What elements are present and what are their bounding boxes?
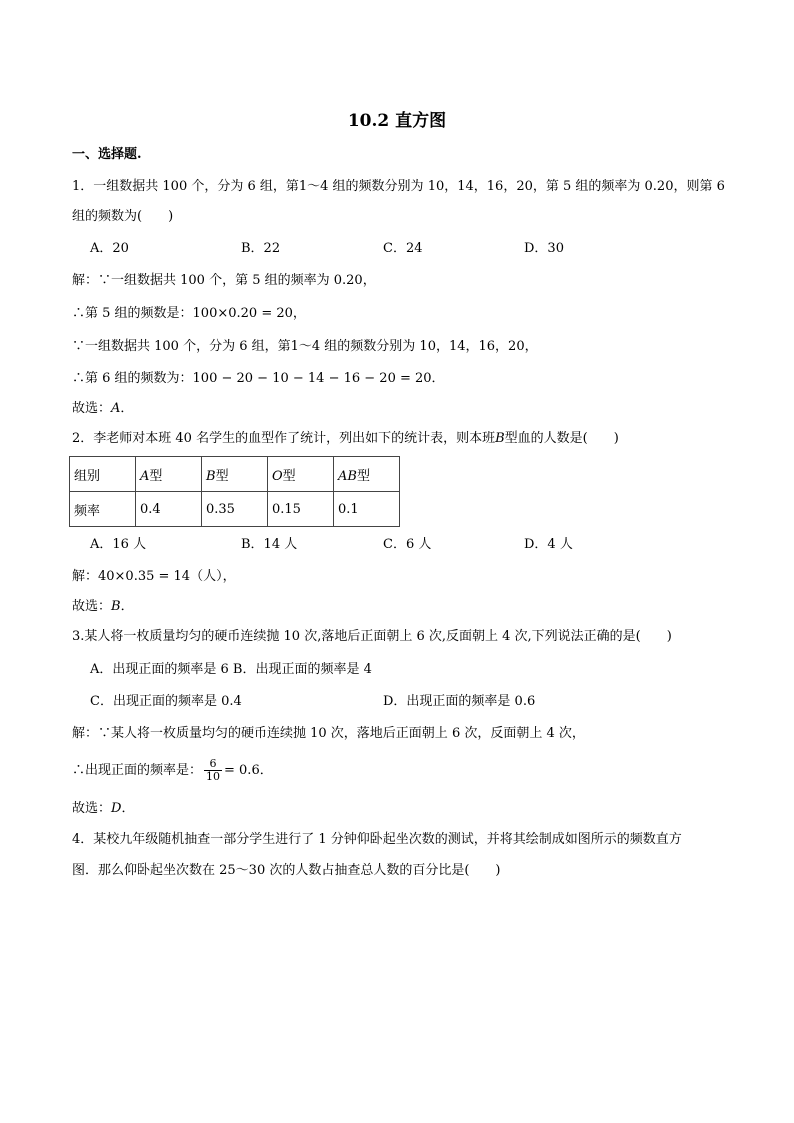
q3-stem: 3.某人将一枚质量均匀的硬币连续抛 10 次,落地后正面朝上 6 次,反面朝上 4 次,下列说法正确的是( ) (72, 629, 672, 644)
table-header-cell: AB型 (334, 457, 400, 492)
table-header-cell: O型 (268, 457, 334, 492)
q2-option-b: B．14 人 (241, 537, 298, 552)
q3-option-c: C．出现正面的频率是 0.4 (90, 694, 242, 709)
q2-answer-prefix: 故选： (72, 599, 112, 614)
q3-options-row1: A．出现正面的频率是 6 B．出现正面的频率是 4 (90, 662, 372, 677)
q1-solution-line3: ∵一组数据共 100 个，分为 6 组，第1～4 组的频数分别为 10，14，16，20， (72, 339, 538, 354)
q1-option-a: A．20 (90, 241, 129, 256)
q3-answer-prefix: 故选： (72, 801, 112, 816)
q1-solution-line2: ∴第 5 组的频数是：100×0.20 = 20， (72, 306, 306, 321)
page-title: 10.2 直方图 (347, 111, 447, 131)
table-cell: 频率 (70, 492, 136, 527)
q2-option-d: D．4 人 (524, 537, 573, 552)
q2-stem-var: B (495, 431, 505, 446)
q1-solution-line1: 解：∵一组数据共 100 个，第 5 组的频率为 0.20， (72, 273, 376, 288)
q2-answer (72, 598, 134, 616)
q1-answer-letter: A (111, 401, 121, 416)
q4-stem-line1: 4．某校九年级随机抽查一部分学生进行了 1 分钟仰卧起坐次数的测试，并将其绘制成如图所示的频数直方 (72, 832, 682, 847)
table-row (70, 457, 400, 492)
q3-solution-line1: 解：∵某人将一枚质量均匀的硬币连续抛 10 次，落地后正面朝上 6 次，反面朝上 4 次， (72, 726, 585, 741)
q2-answer-letter: B (111, 599, 121, 614)
section-heading: 一、选择题. (72, 147, 142, 162)
q2-stem (72, 430, 619, 448)
q1-option-d: D．30 (524, 241, 564, 256)
q3-fraction (204, 758, 222, 783)
q1-answer-suffix: ． (120, 401, 134, 416)
q4-stem-line2: 图．那么仰卧起坐次数在 25～30 次的人数占抽查总人数的百分比是( ) (72, 863, 501, 878)
q1-stem-line2: 组的频数为( ) (72, 209, 174, 224)
q1-option-c: C．24 (383, 241, 423, 256)
q2-option-a: A．16 人 (90, 537, 147, 552)
q1-answer (72, 400, 133, 418)
q3-answer-suffix: ． (121, 801, 135, 816)
q3-answer (72, 800, 134, 818)
q3-solution-prefix: ∴出现正面的频率是： (72, 763, 203, 778)
table-cell: 0.1 (334, 492, 400, 527)
q3-solution-suffix: = 0.6． (224, 763, 273, 778)
table-row (70, 492, 400, 527)
table-header-cell: A型 (136, 457, 202, 492)
q3-answer-letter: D (111, 801, 122, 816)
fraction-numerator: 6 (204, 758, 222, 771)
q2-solution-line1: 解：40×0.35 = 14（人）， (72, 569, 236, 584)
q1-option-b: B．22 (241, 241, 281, 256)
q1-solution-line4: ∴第 6 组的频数为：100 − 20 − 10 − 14 − 16 − 20 = 20． (72, 371, 445, 386)
q3-solution-line2 (72, 758, 273, 783)
table-cell: 0.35 (202, 492, 268, 527)
q1-answer-prefix: 故选： (72, 401, 112, 416)
q1-stem-line1: 1．一组数据共 100 个，分为 6 组，第1～4 组的频数分别为 10，14，16，20，第 5 组的频率为 0.20，则第 6 (72, 179, 725, 194)
q2-answer-suffix: ． (120, 599, 134, 614)
q3-option-d: D．出现正面的频率是 0.6 (383, 694, 536, 709)
table-cell: 0.4 (136, 492, 202, 527)
q2-stem-suffix: 型血的人数是( ) (504, 431, 619, 446)
table-cell: 0.15 (268, 492, 334, 527)
q2-stem-prefix: 2．李老师对本班 40 名学生的血型作了统计，列出如下的统计表，则本班 (72, 431, 496, 446)
table-header-cell: B型 (202, 457, 268, 492)
q2-option-c: C．6 人 (383, 537, 432, 552)
table-header-cell: 组别 (70, 457, 136, 492)
blood-type-table (69, 456, 400, 527)
fraction-denominator: 10 (206, 770, 221, 783)
